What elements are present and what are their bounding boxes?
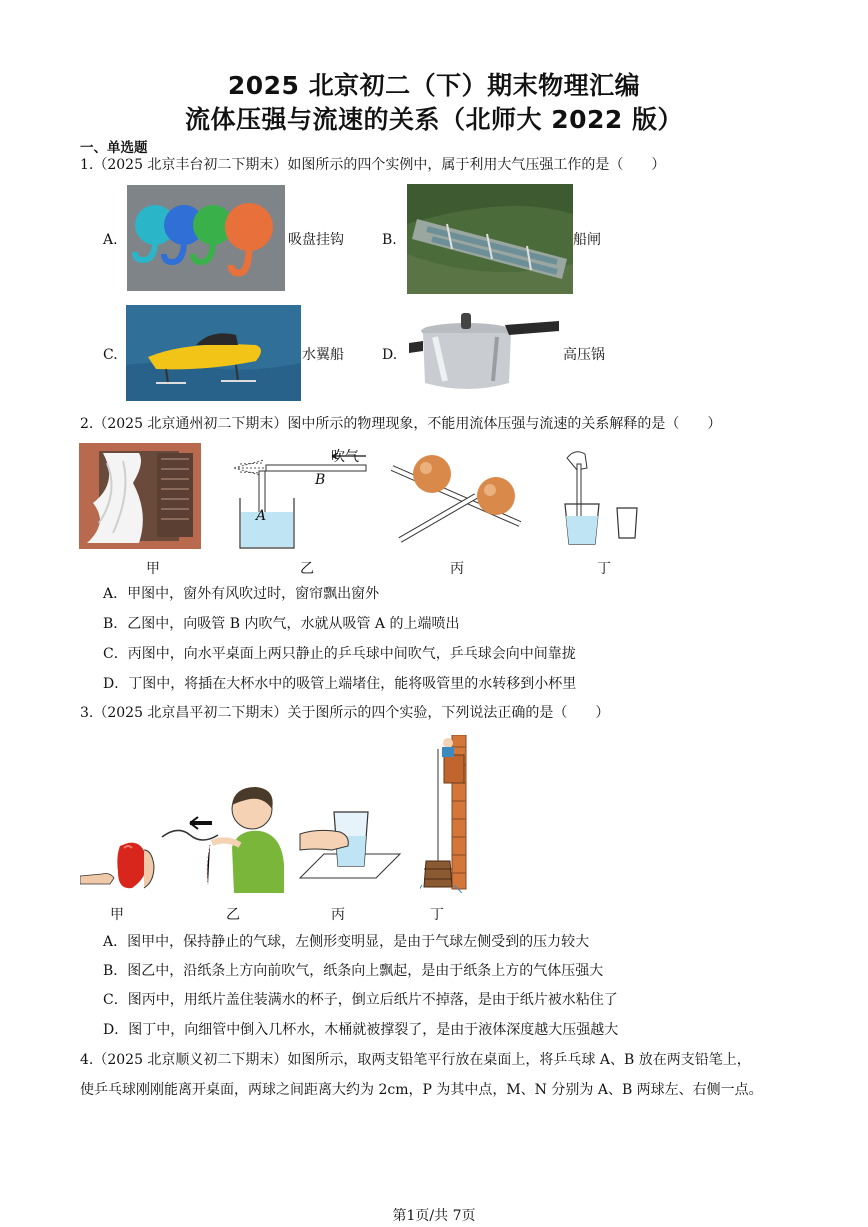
ping-pong-balls-diagram <box>390 452 532 546</box>
q3-option-d: D．图丁中，向细管中倒入几杯水，木桶就被撑裂了，是由于液体深度越大压强越大 <box>103 1022 619 1038</box>
q1-option-c-letter: C. <box>103 347 118 363</box>
question-2-stem: 2.（2025 北京通州初二下期末）图中所示的物理现象，不能用流体压强与流速的关系解释的是（ ） <box>80 416 722 432</box>
q3-option-c: C．图丙中，用纸片盖住装满水的杯子，倒立后纸片不掉落，是由于纸片被水粘住了 <box>103 992 618 1008</box>
q2-option-d: D．丁图中，将插在大杯水中的吸管上端堵住，能将吸管里的水转移到小杯里 <box>103 676 577 692</box>
straw-cups-diagram <box>555 446 643 548</box>
curtain-window-image <box>79 443 201 549</box>
question-3-stem: 3.（2025 北京昌平初二下期末）关于图所示的四个实验，下列说法正确的是（ ） <box>80 705 610 721</box>
q1-option-c-caption: 水翼船 <box>302 347 344 363</box>
pressure-cooker-image <box>405 303 563 398</box>
q2-fig-label-jia: 甲 <box>146 561 160 577</box>
q1-option-a-caption: 吸盘挂钩 <box>288 232 344 248</box>
q3-option-b: B．图乙中，沿纸条上方向前吹气，纸条向上飘起，是由于纸条上方的气体压强大 <box>103 963 604 979</box>
ship-lock-image <box>407 184 573 294</box>
q2-option-b: B．乙图中，向吸管 B 内吹气，水就从吸管 A 的上端喷出 <box>103 616 460 632</box>
page-subtitle: 流体压强与流速的关系（北师大 2022 版） <box>185 105 683 134</box>
inverted-cup-diagram <box>298 806 404 888</box>
q3-fig-label-ding: 丁 <box>430 907 444 923</box>
q3-fig-label-bing: 丙 <box>331 907 345 923</box>
q1-option-d-letter: D. <box>382 347 398 363</box>
q2-option-c: C．丙图中，向水平桌面上两只静止的乒乓球中间吹气，乒乓球会向中间靠拢 <box>103 646 576 662</box>
hydrofoil-boat-image <box>126 305 301 401</box>
blow-paper-boy-diagram <box>160 785 286 895</box>
q3-fig-label-jia: 甲 <box>110 907 124 923</box>
suction-hooks-image <box>127 185 285 291</box>
blow-label: 吹气 <box>331 449 359 465</box>
q1-option-d-caption: 高压锅 <box>563 347 605 363</box>
question-4-line-1: 4.（2025 北京顺义初二下期末）如图所示，取两支铅笔平行放在桌面上，将乒乓球 A、B 放在两支铅笔上， <box>80 1052 751 1068</box>
balloon-press-diagram <box>80 836 160 892</box>
q1-option-b-caption: 船闸 <box>573 232 601 248</box>
q1-option-a-letter: A. <box>103 232 118 248</box>
straw-a-label: A <box>256 508 267 524</box>
straw-b-label: B <box>315 472 326 488</box>
q2-fig-label-ding: 丁 <box>597 561 611 577</box>
barrel-tube-diagram <box>420 735 470 893</box>
q2-option-a: A．甲图中，窗外有风吹过时，窗帘飘出窗外 <box>103 586 380 602</box>
q1-option-b-letter: B. <box>382 232 397 248</box>
question-1-stem: 1.（2025 北京丰台初二下期末）如图所示的四个实例中，属于利用大气压强工作的是（ ） <box>80 157 666 173</box>
q3-option-a: A．图甲中，保持静止的气球，左侧形变明显，是由于气球左侧受到的压力较大 <box>103 934 590 950</box>
page-title: 2025 北京初二（下）期末物理汇编 <box>227 71 641 100</box>
q2-fig-label-yi: 乙 <box>300 561 314 577</box>
q3-fig-label-yi: 乙 <box>226 907 240 923</box>
q2-fig-label-bing: 丙 <box>450 561 464 577</box>
question-4-line-2: 使乒乓球刚刚能离开桌面，两球之间距离大约为 2cm，P 为其中点，M、N 分别为 A、B 两球左、右侧一点。 <box>80 1082 763 1098</box>
section-heading: 一、单选题 <box>80 140 148 156</box>
page-number: 第1页/共 7页 <box>392 1208 476 1224</box>
